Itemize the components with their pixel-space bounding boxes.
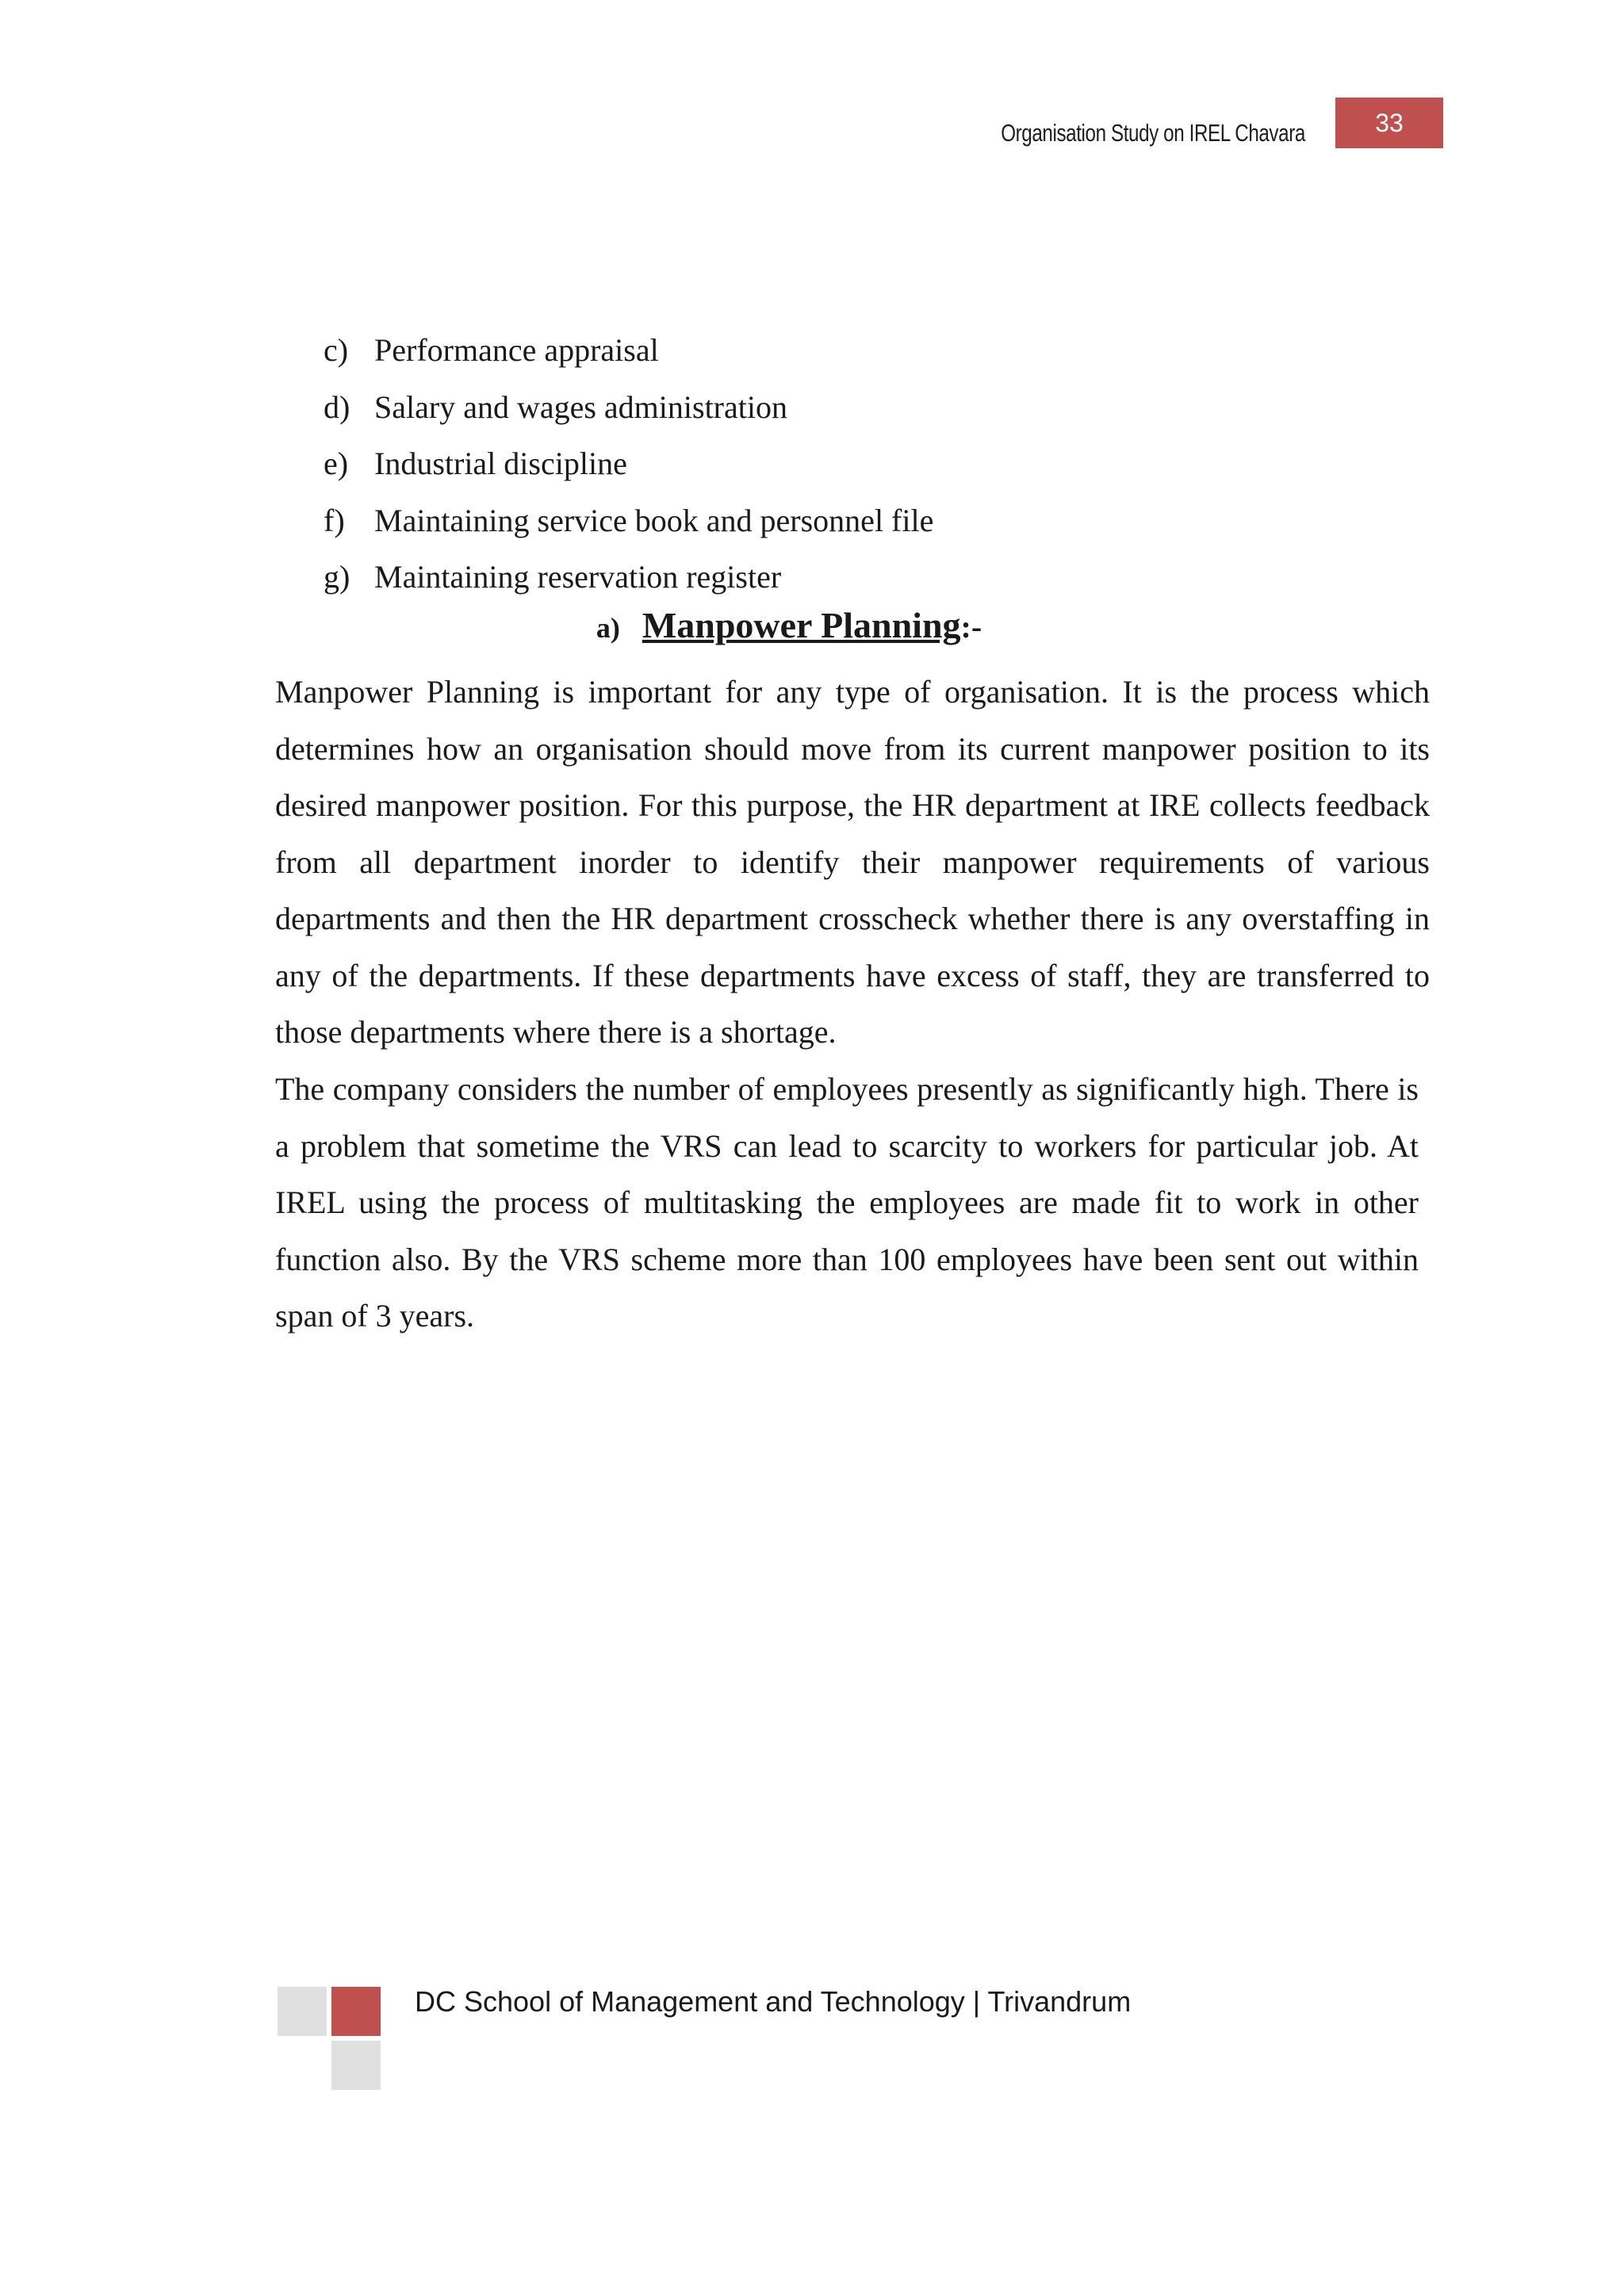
- footer-institution-text: DC School of Management and Technology | Trivandrum: [415, 1985, 1132, 2018]
- list-item-text: Salary and wages administration: [374, 388, 787, 425]
- list-item: [324, 549, 933, 606]
- section-heading: [0, 604, 1601, 646]
- running-header-title: Organisation Study on IREL Chavara: [1001, 119, 1305, 147]
- list-item-marker: c): [324, 332, 349, 368]
- list-item-text: Maintaining service book and personnel file: [374, 502, 934, 538]
- body-paragraph: The company considers the number of employees presently as significantly high. There is a problem that sometime the VRS can lead to scarcity to workers for particular job. At IREL using the process of multitasking the employees are made fit to work in other function also. By the VRS scheme more than 100 employees have been sent out within span of 3 years.: [275, 1071, 1419, 1334]
- list-item: [324, 322, 933, 379]
- list-item: [324, 492, 933, 549]
- body-paragraph: Manpower Planning is important for any type of organisation. It is the process which determines how an organisation should move from its current manpower position to its desired manpower position. For this purpose, the HR department at IRE collects feedback from all department inorder to identify their manpower requirements of various departments and then the HR department crosscheck whether there is any overstaffing in any of the departments. If these departments have excess of staff, they are transferred to those departments where there is a shortage.: [275, 674, 1430, 1050]
- section-heading-title: Manpower Planning: [642, 605, 961, 645]
- footer-gray-square: [331, 2041, 381, 2090]
- list-item-marker: e): [324, 446, 349, 481]
- list-item-marker: d): [324, 388, 350, 425]
- footer-red-square: [331, 1987, 381, 2036]
- list-item-text: Performance appraisal: [374, 332, 659, 368]
- list-item-marker: g): [324, 559, 350, 595]
- list-item-text: Industrial discipline: [374, 446, 627, 481]
- page-number-badge: 33: [1335, 98, 1443, 148]
- list-item: [324, 379, 933, 436]
- section-heading-suffix: :-: [960, 609, 982, 645]
- hr-functions-list: [324, 322, 933, 606]
- list-item-marker: f): [324, 502, 345, 538]
- section-heading-marker: a): [596, 612, 620, 644]
- footer-gray-square: [278, 1987, 327, 2036]
- list-item-text: Maintaining reservation register: [374, 559, 782, 595]
- list-item: [324, 435, 933, 492]
